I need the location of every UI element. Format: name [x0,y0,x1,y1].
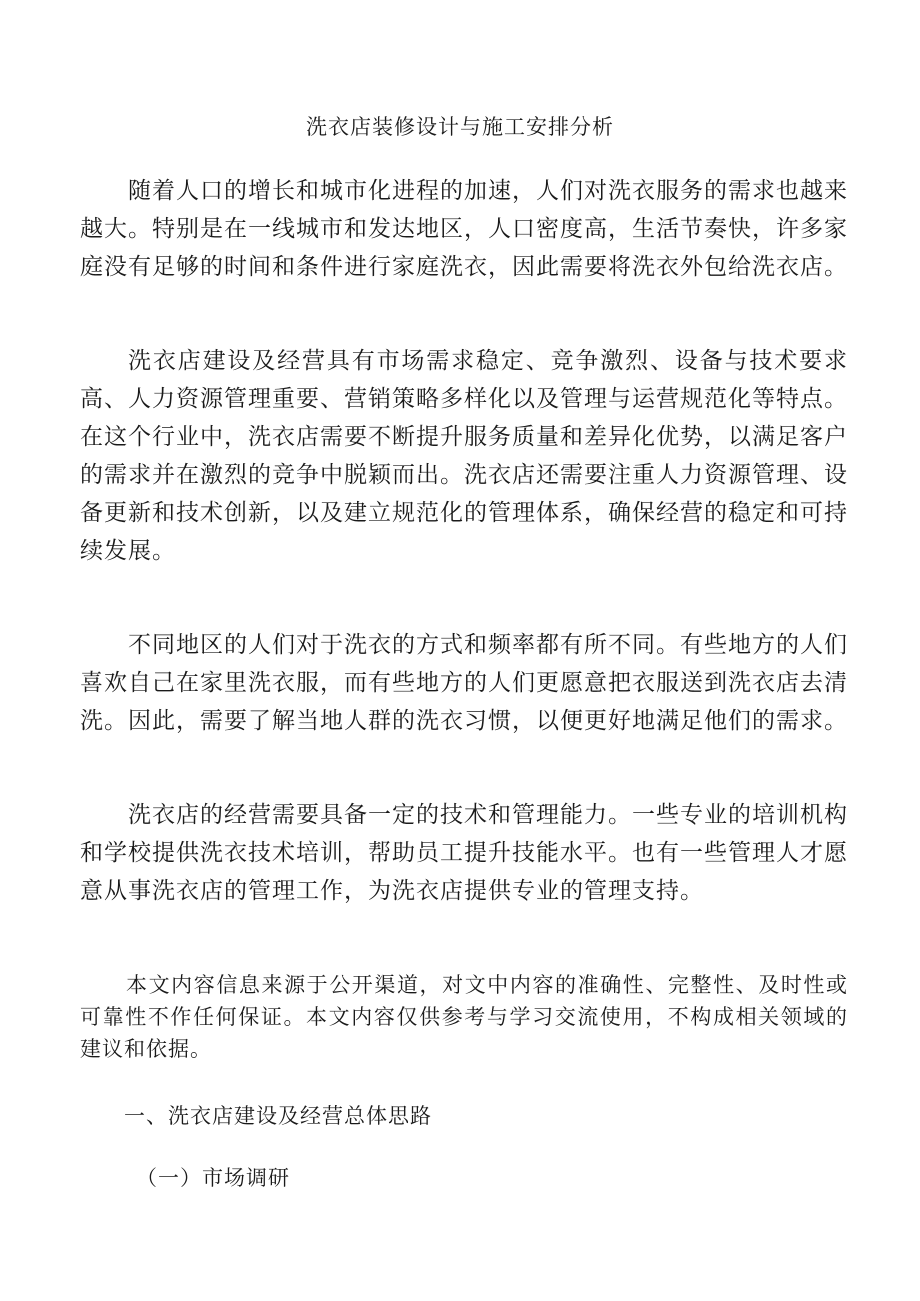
paragraph-4: 洗衣店的经营需要具备一定的技术和管理能力。一些专业的培训机构和学校提供洗衣技术培训，帮助员工提升技能水平。也有一些管理人才愿意从事洗衣店的管理工作，为洗衣店提供专业的管理支持。 [80,802,848,904]
section-heading: 一、洗衣店建设及经营总体思路 [124,1104,432,1128]
disclaimer-paragraph: 本文内容信息来源于公开渠道，对文中内容的准确性、完整性、及时性或可靠性不作任何保证。本文内容仅供参考与学习交流使用，不构成相关领域的建议和依据。 [80,973,848,1061]
paragraph-2: 洗衣店建设及经营具有市场需求稳定、竞争激烈、设备与技术要求高、人力资源管理重要、营销策略多样化以及管理与运营规范化等特点。在这个行业中，洗衣店需要不断提升服务质量和差异化优势，以满足客户的需求并在激烈的竞争中脱颖而出。洗衣店还需要注重人力资源管理、设备更新和技术创新，以及建立规范化的管理体系，确保经营的稳定和可持续发展。 [80,348,848,564]
paragraph-1: 随着人口的增长和城市化进程的加速，人们对洗衣服务的需求也越来越大。特别是在一线城市和发达地区，人口密度高，生活节奏快，许多家庭没有足够的时间和条件进行家庭洗衣，因此需要将洗衣外包给洗衣店。 [80,178,848,280]
paragraph-3: 不同地区的人们对于洗衣的方式和频率都有所不同。有些地方的人们喜欢自己在家里洗衣服，而有些地方的人们更愿意把衣服送到洗衣店去清洗。因此，需要了解当地人群的洗衣习惯，以便更好地满足他们的需求。 [80,632,848,734]
document-title: 洗衣店装修设计与施工安排分析 [306,115,614,139]
subsection-heading: （一）市场调研 [136,1166,290,1190]
